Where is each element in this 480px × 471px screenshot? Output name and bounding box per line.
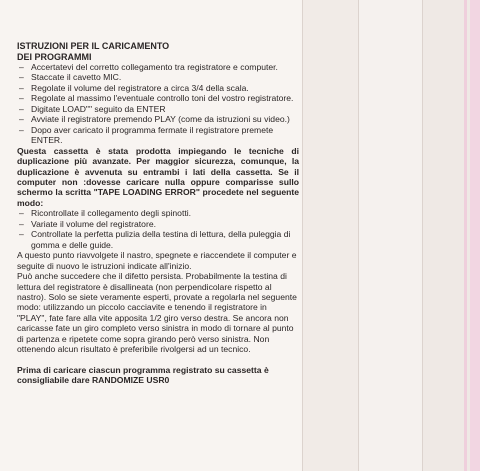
final-note: Prima di caricare ciascun programma registrato su cassetta è consigliabile dare RANDOMIZE USR0 [17, 364, 269, 386]
step-item: – Staccate il cavetto MIC. [17, 72, 299, 82]
error-step-item: – Variate il volume del registratore. [17, 219, 299, 229]
rewind-paragraph: A questo punto riavvolgete il nastro, spegnete e riaccendete il computer e seguite di nuovo le istruzioni indicate all'inizio. [17, 250, 297, 271]
error-step-item: – Ricontrollate il collegamento degli spinotti. [17, 208, 299, 218]
duplication-notice: Questa cassetta è stata prodotta impiegando le tecniche di duplicazione più avanzate. Per maggior sicurezza, comunque, la duplicazione è avvenuta su entrambi i lati della cassetta. Se il computer non :dovesse caricare nulla oppure comparisse sullo schermo la scritta "TAPE LOADING ERROR" procedete nel seguente modo: [17, 145, 299, 208]
step-item: – Regolate il volume del registratore a circa 3/4 della scala. [17, 83, 299, 93]
title-line-2: DEI PROGRAMMI [17, 51, 92, 62]
instruction-text [17, 41, 299, 386]
head-alignment-paragraph: Può anche succedere che il difetto persista. Probabilmente la testina di lettura del registratore è disallineata (non perpendicolare rispetto al nastro). Solo se siete veramente esperti, provate a regolarla nel seguente modo: utilizzando un piccolo cacciavite e tenendo il registratore in "PLAY", fate fare alla vite apposita 1/2 giro verso destra. Se ancora non caricasse fate un giro completo verso sinistra in modo di tornare al punto di partenza e ripetete come sopra girando però verso sinistra. Non ottenendo alcun risultato è preferibile rivolgersi ad un tecnico. [17, 271, 297, 355]
fold-panel-1 [302, 0, 358, 471]
edge-stripe [464, 0, 467, 471]
fold-line [422, 0, 423, 471]
fold-panel-2 [358, 0, 422, 471]
step-item: – Avviate il registratore premendo PLAY (come da istruzioni su video.) [17, 114, 299, 124]
loading-steps [17, 62, 299, 146]
step-item: – Regolate al massimo l'eventuale controllo toni del vostro registratore. [17, 93, 299, 103]
fold-line [358, 0, 359, 471]
error-steps [17, 208, 299, 250]
step-item: – Accertatevi del corretto collegamento tra registratore e computer. [17, 62, 299, 72]
edge-strip [470, 0, 480, 471]
step-item: – Digitate LOAD"" seguito da ENTER [17, 104, 299, 114]
fold-line [302, 0, 303, 471]
step-item: – Dopo aver caricato il programma fermate il registratore premete ENTER. [17, 125, 299, 146]
spacer [17, 355, 299, 365]
title-line-1: ISTRUZIONI PER IL CARICAMENTO [17, 41, 170, 51]
error-step-item: – Controllate la perfetta pulizia della testina di lettura, della puleggia di gomma e delle guide. [17, 229, 299, 250]
